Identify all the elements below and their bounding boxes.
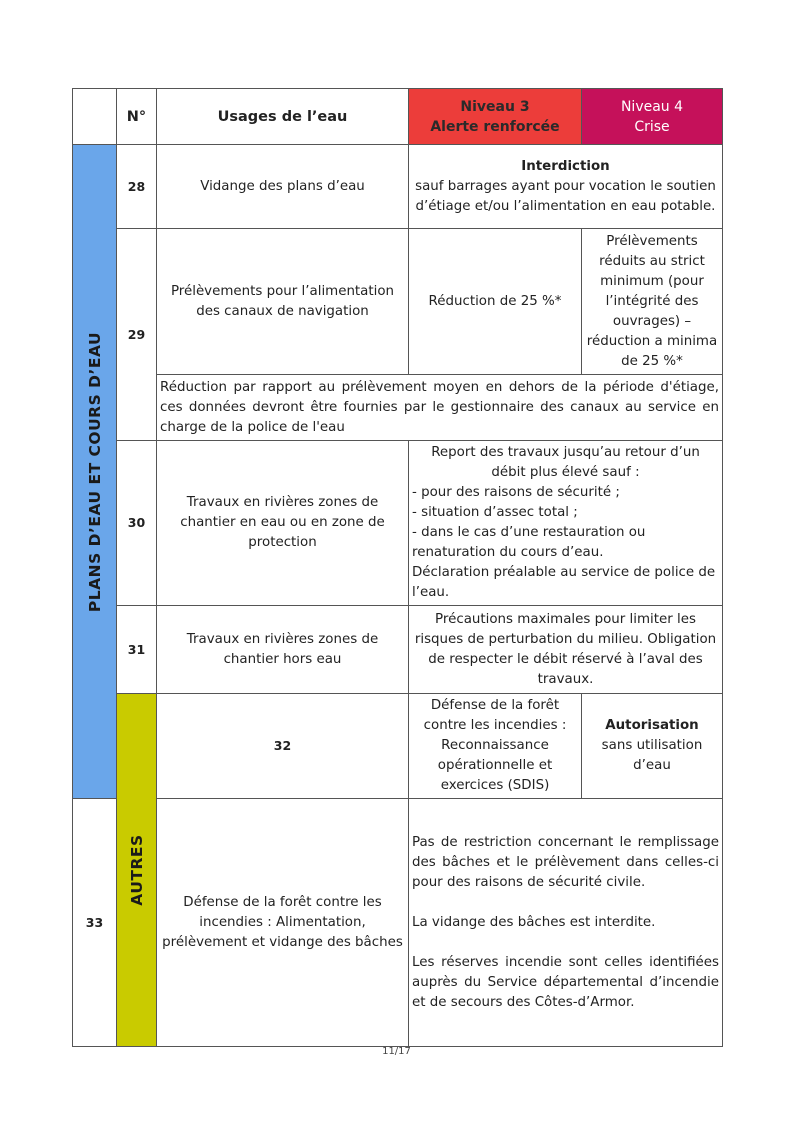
table-row-28 <box>73 145 723 229</box>
category-plans-eau <box>73 145 117 799</box>
page-number: 11/17 <box>382 1046 411 1057</box>
rule-title: Interdiction <box>521 158 610 174</box>
header-number: N° <box>117 89 157 145</box>
header-usage: Usages de l’eau <box>157 89 409 145</box>
niveau-3-title: Niveau 3 <box>460 98 530 115</box>
row-note: Réduction par rapport au prélèvement moyen en dehors de la période d'étiage, ces données devront être fournies par le gestionnaire des canaux au service en charge de la police de l'eau <box>157 375 723 441</box>
row-rule: Précautions maximales pour limiter les risques de perturbation du milieu. Obligation de respecter le débit réservé à l’aval des travaux. <box>409 606 723 694</box>
niveau-4-subtitle: Crise <box>634 118 670 135</box>
row-number: 29 <box>117 229 157 441</box>
rule-intro: Report des travaux jusqu’au retour d’un débit plus élevé sauf : <box>431 445 700 480</box>
category-autres-label: AUTRES <box>127 834 146 906</box>
header-empty-cell <box>73 89 117 145</box>
row-number: 33 <box>73 799 117 1047</box>
rule-text: sans utilisation d’eau <box>601 738 703 773</box>
table-header-row <box>73 89 723 145</box>
table-row-33 <box>73 799 723 1047</box>
table-row-29 <box>73 229 723 375</box>
row-niveau-4-rule: Prélèvements réduits au strict minimum (pour l’intégrité des ouvrages) – réduction a minima de 25 %* <box>582 229 723 375</box>
restrictions-table <box>72 88 723 1047</box>
row-usage: Défense de la forêt contre les incendies : Alimentation, prélèvement et vidange des bâches <box>157 799 409 1047</box>
table-row-32 <box>73 694 723 799</box>
table-row-31 <box>73 606 723 694</box>
row-usage: Prélèvements pour l’alimentation des canaux de navigation <box>157 229 409 375</box>
rule-paragraph: Les réserves incendie sont celles identifiées auprès du Service départemental d’incendie et de secours des Côtes-d’Armor. <box>412 954 719 1010</box>
header-niveau-3 <box>409 89 582 145</box>
niveau-4-title: Niveau 4 <box>620 98 684 115</box>
row-rule <box>582 694 723 799</box>
rule-item: - dans le cas d’une restauration ou renaturation du cours d’eau. <box>412 525 646 560</box>
category-plans-eau-label: PLANS D’EAU ET COURS D’EAU <box>85 331 104 612</box>
rule-paragraph: La vidange des bâches est interdite. <box>412 914 656 930</box>
rule-item: - situation d’assec total ; <box>412 505 578 520</box>
row-rule <box>409 799 723 1047</box>
row-usage: Vidange des plans d’eau <box>157 145 409 229</box>
rule-outro: Déclaration préalable au service de police de l’eau. <box>412 565 716 600</box>
row-number: 30 <box>117 441 157 606</box>
row-usage: Travaux en rivières zones de chantier en eau ou en zone de protection <box>157 441 409 606</box>
row-rule <box>409 145 723 229</box>
row-number: 31 <box>117 606 157 694</box>
table-row-29-note <box>73 375 723 441</box>
rule-title: Autorisation <box>605 718 699 733</box>
rule-item: - pour des raisons de sécurité ; <box>412 485 620 500</box>
header-niveau-4 <box>582 89 723 145</box>
niveau-3-subtitle: Alerte renforcée <box>430 118 560 135</box>
row-number: 32 <box>157 694 409 799</box>
row-usage: Travaux en rivières zones de chantier hors eau <box>157 606 409 694</box>
rule-paragraph: Pas de restriction concernant le remplissage des bâches et le prélèvement dans celles-ci pour des raisons de sécurité civile. <box>412 834 719 890</box>
restrictions-table-container <box>72 88 722 1047</box>
row-rule <box>409 441 723 606</box>
row-usage: Défense de la forêt contre les incendies : Reconnaissance opérationnelle et exercices (SDIS) <box>409 694 582 799</box>
category-autres <box>117 694 157 1047</box>
table-row-30 <box>73 441 723 606</box>
rule-text: sauf barrages ayant pour vocation le soutien d’étiage et/ou l’alimentation en eau potable. <box>415 178 716 214</box>
row-niveau-3-rule: Réduction de 25 %* <box>409 229 582 375</box>
row-number: 28 <box>117 145 157 229</box>
